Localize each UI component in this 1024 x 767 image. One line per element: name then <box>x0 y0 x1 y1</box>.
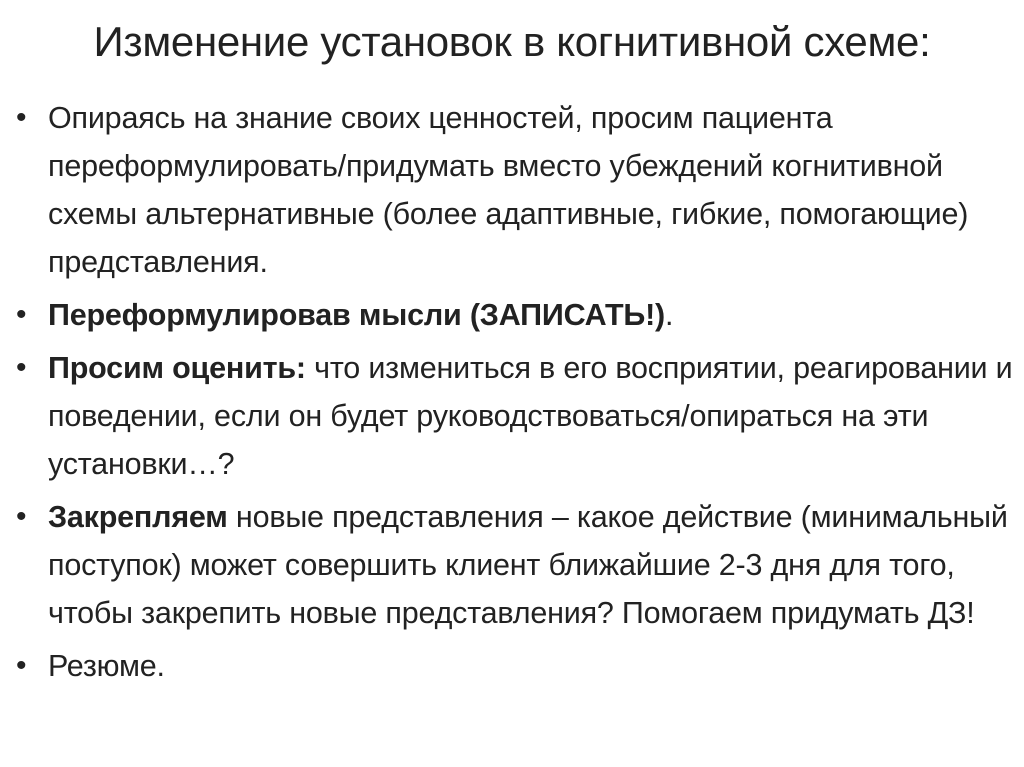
bullet-list <box>16 94 1016 695</box>
bullet-item <box>16 344 1016 488</box>
bullet-dot-icon: • <box>16 101 27 134</box>
bullet-text: новые представления – какое действие (минимальный поступок) может совершить клиент ближайшие 2-3 дня для того, чтобы закрепить новые представления? Помогаем придумать ДЗ! <box>48 500 1008 630</box>
bullet-dot-icon: • <box>16 298 27 331</box>
bullet-text: что измениться в его восприятии, реагировании и поведении, если он будет руководствоваться/опираться на эти установки…? <box>48 351 1013 481</box>
bullet-text: Резюме. <box>48 649 165 683</box>
bullet-text: . <box>665 298 674 332</box>
bullet-text: Опираясь на знание своих ценностей, просим пациента переформулировать/придумать вместо убеждений когнитивной схемы альтернативные (более адаптивные, гибкие, помогающие) представления. <box>48 101 969 279</box>
bullet-dot-icon: • <box>16 500 27 533</box>
bullet-dot-icon: • <box>16 649 27 682</box>
bullet-bold-text: Переформулировав мысли (ЗАПИСАТЬ!) <box>48 298 666 332</box>
bullet-bold-text: Просим оценить: <box>48 351 306 385</box>
bullet-item <box>16 291 1016 339</box>
bullet-item <box>16 94 1016 286</box>
slide-title: Изменение установок в когнитивной схеме: <box>93 18 931 65</box>
bullet-bold-text: Закрепляем <box>48 500 228 534</box>
bullet-dot-icon: • <box>16 351 27 384</box>
bullet-item <box>16 642 1016 690</box>
bullet-item <box>16 493 1016 637</box>
